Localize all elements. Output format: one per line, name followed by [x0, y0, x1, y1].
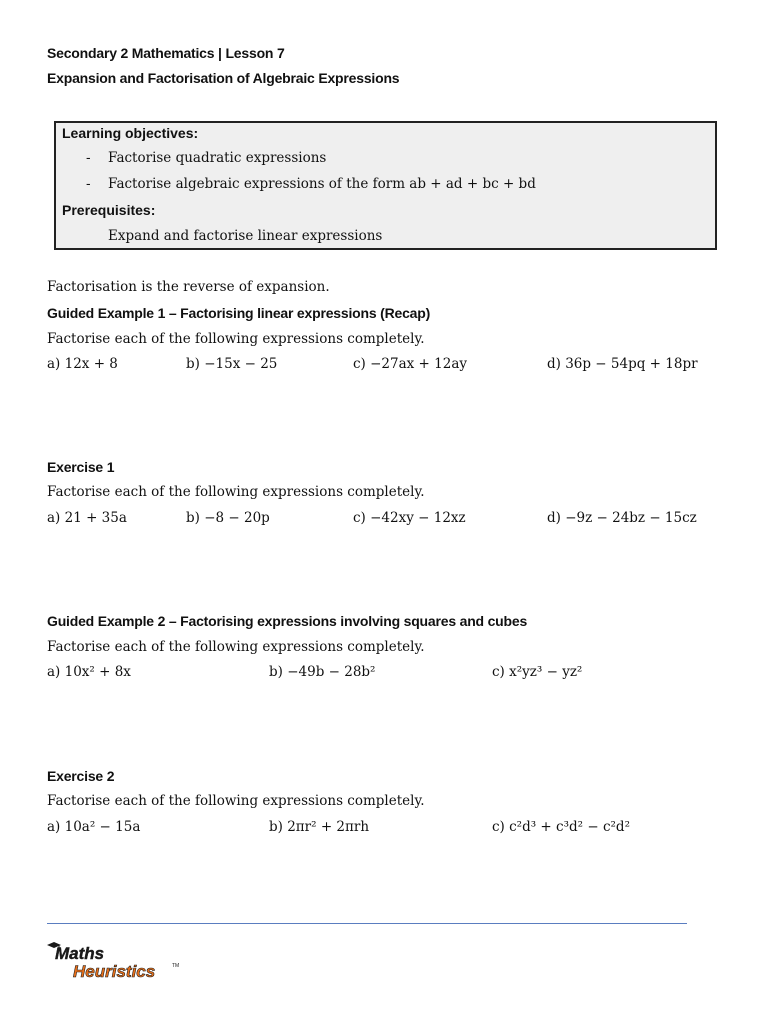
question: c) c²d³ + c³d² − c²d² [492, 819, 630, 835]
lesson-header: Secondary 2 Mathematics | Lesson 7 [47, 45, 285, 61]
question: c) x²yz³ − yz² [492, 664, 583, 680]
question: b) −8 − 20p [186, 510, 270, 526]
maths-heuristics-logo [45, 937, 185, 981]
question: b) −49b − 28b² [269, 664, 376, 680]
section-title: Guided Example 1 – Factorising linear expressions (Recap) [47, 305, 431, 321]
objective-text: Factorise quadratic expressions [108, 150, 327, 166]
question: b) 2πr² + 2πrh [269, 819, 370, 835]
svg-text:TM: TM [172, 963, 180, 969]
question: b) −15x − 25 [186, 356, 278, 372]
svg-text:Heuristics: Heuristics [73, 962, 156, 981]
section-title: Guided Example 2 – Factorising expressions involving squares and cubes [47, 613, 528, 629]
objective-item [86, 176, 536, 192]
question: a) 21 + 35a [47, 510, 127, 526]
objective-item [86, 150, 326, 166]
objective-text: Factorise algebraic expressions of the form ab + ad + bc + bd [108, 176, 536, 192]
question: a) 10a² − 15a [47, 819, 141, 835]
question: a) 10x² + 8x [47, 664, 131, 680]
intro-text: Factorisation is the reverse of expansion. [47, 279, 330, 295]
question: c) −27ax + 12ay [353, 356, 468, 372]
objectives-box [54, 121, 717, 250]
section-title: Exercise 2 [47, 768, 115, 784]
question: c) −42xy − 12xz [353, 510, 466, 526]
bullet-dash: - [86, 150, 91, 166]
section-title: Exercise 1 [47, 459, 115, 475]
svg-text:Maths: Maths [55, 944, 105, 963]
objectives-heading: Learning objectives: [62, 125, 199, 141]
prerequisites-heading: Prerequisites: [62, 202, 156, 218]
question: d) 36p − 54pq + 18pr [547, 356, 698, 372]
footer-rule [47, 923, 687, 924]
question: a) 12x + 8 [47, 356, 118, 372]
section-instruction: Factorise each of the following expressions completely. [47, 639, 425, 655]
question: d) −9z − 24bz − 15cz [547, 510, 697, 526]
bullet-dash: - [86, 176, 91, 192]
page-title: Expansion and Factorisation of Algebraic Expressions [47, 70, 400, 86]
section-instruction: Factorise each of the following expressions completely. [47, 793, 425, 809]
section-instruction: Factorise each of the following expressions completely. [47, 331, 425, 347]
section-instruction: Factorise each of the following expressions completely. [47, 484, 425, 500]
logo-graphic [45, 937, 185, 981]
prerequisite-item: Expand and factorise linear expressions [108, 228, 383, 244]
